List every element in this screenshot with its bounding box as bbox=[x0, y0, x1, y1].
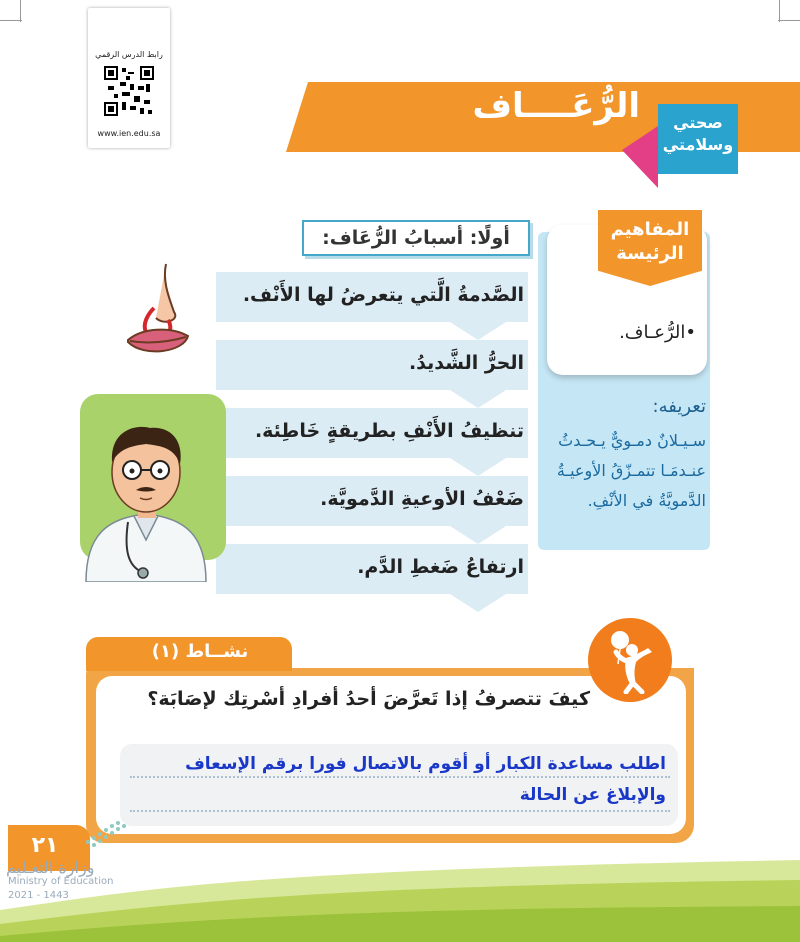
cause-row-arrow bbox=[450, 322, 506, 340]
badge-line2: وسلامتي bbox=[662, 135, 734, 154]
badge-line1: صحتي bbox=[673, 113, 723, 132]
doctor-illustration-icon bbox=[66, 390, 230, 582]
definition-text bbox=[548, 426, 706, 516]
child-balloon-icon bbox=[596, 626, 664, 694]
definition-line: سـيـلانٌ دمـويٌّ يـحـدثُ bbox=[558, 431, 706, 450]
activity-tab-label: نشــاط (١) bbox=[151, 641, 249, 662]
activity-answer-line1: اطلب مساعدة الكبار أو أقوم بالاتصال فورا برقم الإسعاف bbox=[185, 754, 666, 774]
concept-item: •الرُّعـاف. bbox=[619, 322, 696, 343]
ministry-name-ar: وزارة التعـليم bbox=[6, 858, 95, 877]
cause-item: الحرُّ الشَّديدُ. bbox=[408, 352, 524, 374]
nose-bleeding-icon bbox=[118, 262, 198, 362]
cause-item: ارتفاعُ ضَغطِ الدَّم. bbox=[357, 556, 524, 578]
down-arrow-icon bbox=[450, 594, 506, 614]
cause-item: تنظيفُ الأَنْفِ بطريقةٍ خَاطِئة. bbox=[254, 420, 524, 442]
cause-row-arrow bbox=[450, 458, 506, 476]
answer-line bbox=[130, 776, 670, 778]
crop-mark bbox=[0, 20, 22, 21]
crop-mark bbox=[20, 0, 21, 22]
ministry-logo-icon bbox=[84, 820, 126, 850]
concepts-heading-line1: المفاهيم bbox=[610, 219, 690, 240]
cause-row-arrow bbox=[450, 390, 506, 408]
causes-title: أولًا: أسبابُ الرُّعَاف: bbox=[302, 220, 530, 256]
qr-card[interactable] bbox=[88, 8, 170, 148]
cause-item: الصَّدمةُ الَّتي يتعرضُ لها الأَنْف. bbox=[242, 284, 524, 306]
qr-url[interactable]: www.ien.edu.sa bbox=[97, 129, 161, 138]
cause-row-arrow bbox=[450, 526, 506, 544]
activity-answer-line2: والإبلاغ عن الحالة bbox=[519, 785, 666, 805]
ministry-name-en: Ministry of Education bbox=[8, 876, 114, 887]
page-number: ٢١ bbox=[31, 833, 59, 858]
crop-mark bbox=[778, 20, 800, 21]
definition-label: تعريفه: bbox=[652, 396, 706, 417]
definition-line: عنـدمَـا تتمـزّقُ الأوعيـةُ bbox=[556, 461, 706, 480]
qr-caption: رابط الدرس الرقمي bbox=[95, 50, 163, 59]
qr-code-icon[interactable] bbox=[104, 66, 154, 116]
category-badge-text bbox=[660, 112, 736, 156]
crop-mark bbox=[779, 0, 780, 22]
concepts-heading bbox=[598, 218, 702, 266]
definition-line: الدَّمويَّةُ في الأنْفِ. bbox=[587, 491, 706, 510]
activity-question: كيفَ تتصرفُ إذا تَعرَّضَ أحدُ أفرادِ أسْرتِك لإصَابَة؟ bbox=[147, 688, 590, 710]
answer-line bbox=[130, 810, 670, 812]
concepts-heading-line2: الرئيسة bbox=[616, 243, 684, 264]
cause-item: ضَعْفُ الأوعيةِ الدَّمويَّة. bbox=[320, 488, 524, 510]
lesson-title: الرُّعَــــاف bbox=[472, 86, 640, 126]
ministry-year: 2021 - 1443 bbox=[8, 890, 69, 901]
